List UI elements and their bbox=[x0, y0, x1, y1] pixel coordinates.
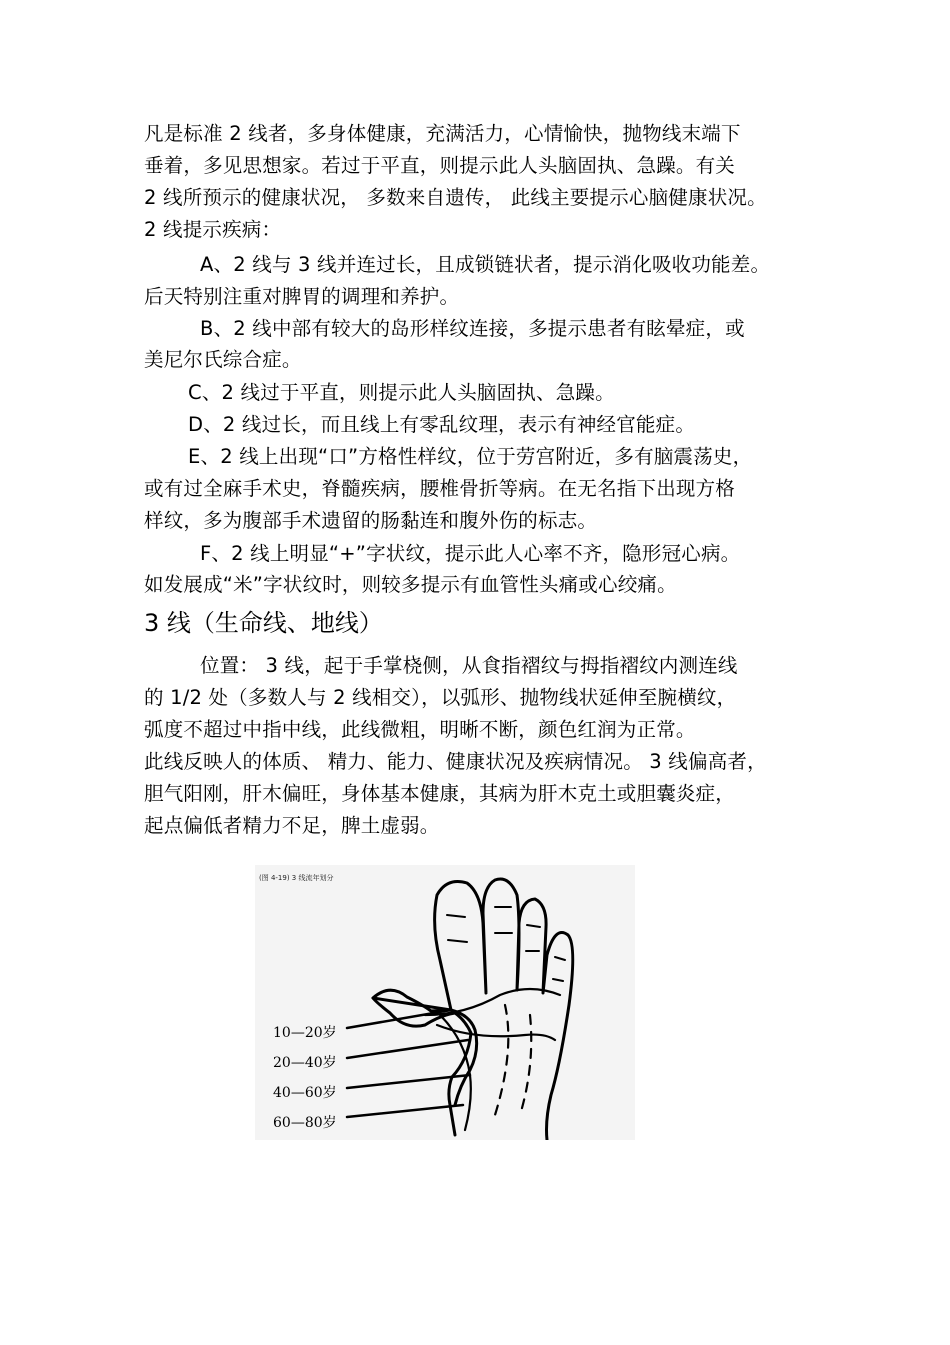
text-line: 2 线提示疾病： bbox=[144, 218, 282, 241]
text-line: 美尼尔氏综合症。 bbox=[144, 348, 302, 371]
text-line: 位置： 3 线，起于手掌桡侧，从食指褶纹与拇指褶纹内测连线 bbox=[200, 654, 738, 677]
section-heading: 3 线（生命线、地线） bbox=[144, 609, 383, 637]
text-line: 垂着，多见思想家。若过于平直，则提示此人头脑固执、急躁。有关 bbox=[144, 154, 736, 177]
text-line: 的 1/2 处（多数人与 2 线相交），以弧形、抛物线状延伸至腕横纹， bbox=[144, 686, 737, 709]
list-item-e: E、2 线上出现“口”方格性样纹，位于劳宫附近，多有脑震荡史， bbox=[188, 445, 753, 468]
list-item-d: D、2 线过长，而且线上有零乱纹理，表示有神经官能症。 bbox=[188, 413, 696, 436]
text-line: 弧度不超过中指中线，此线微粗，明晰不断，颜色红润为正常。 bbox=[144, 718, 696, 741]
text-line: 或有过全麻手术史，脊髓疾病，腰椎骨折等病。在无名指下出现方格 bbox=[144, 477, 736, 500]
age-label: 10—20岁 bbox=[273, 1025, 337, 1041]
age-label: 60—80岁 bbox=[273, 1115, 337, 1131]
age-label: 40—60岁 bbox=[273, 1085, 337, 1101]
text-line: 后天特别注重对脾胃的调理和养护。 bbox=[144, 285, 460, 308]
list-item-f: F、2 线上明显“+”字状纹，提示此人心率不齐，隐形冠心病。 bbox=[200, 542, 741, 565]
text-line: 起点偏低者精力不足，脾土虚弱。 bbox=[144, 814, 440, 837]
text-line: 凡是标准 2 线者，多身体健康，充满活力，心情愉快，抛物线末端下 bbox=[144, 122, 741, 145]
age-label: 20—40岁 bbox=[273, 1055, 337, 1071]
text-line: 样纹，多为腹部手术遗留的肠黏连和腹外伤的标志。 bbox=[144, 509, 598, 532]
list-item-b: B、2 线中部有较大的岛形样纹连接，多提示患者有眩晕症，或 bbox=[200, 317, 745, 340]
text-line: 此线反映人的体质、 精力、能力、健康状况及疾病情况。 3 线偏高者， bbox=[144, 750, 767, 773]
text-line: 如发展成“米”字状纹时，则较多提示有血管性头痛或心绞痛。 bbox=[144, 573, 677, 596]
list-item-c: C、2 线过于平直，则提示此人头脑固执、急躁。 bbox=[188, 381, 615, 404]
figure-caption: (图 4-19) 3 线流年划分 bbox=[259, 874, 334, 882]
list-item-a: A、2 线与 3 线并连过长，且成锁链状者，提示消化吸收功能差。 bbox=[200, 253, 771, 276]
text-line: 胆气阳刚，肝木偏旺，身体基本健康，其病为肝木克土或胆囊炎症， bbox=[144, 782, 736, 805]
palm-figure bbox=[255, 865, 635, 1140]
text-line: 2 线所预示的健康状况， 多数来自遗传， 此线主要提示心脑健康状况。 bbox=[144, 186, 767, 209]
